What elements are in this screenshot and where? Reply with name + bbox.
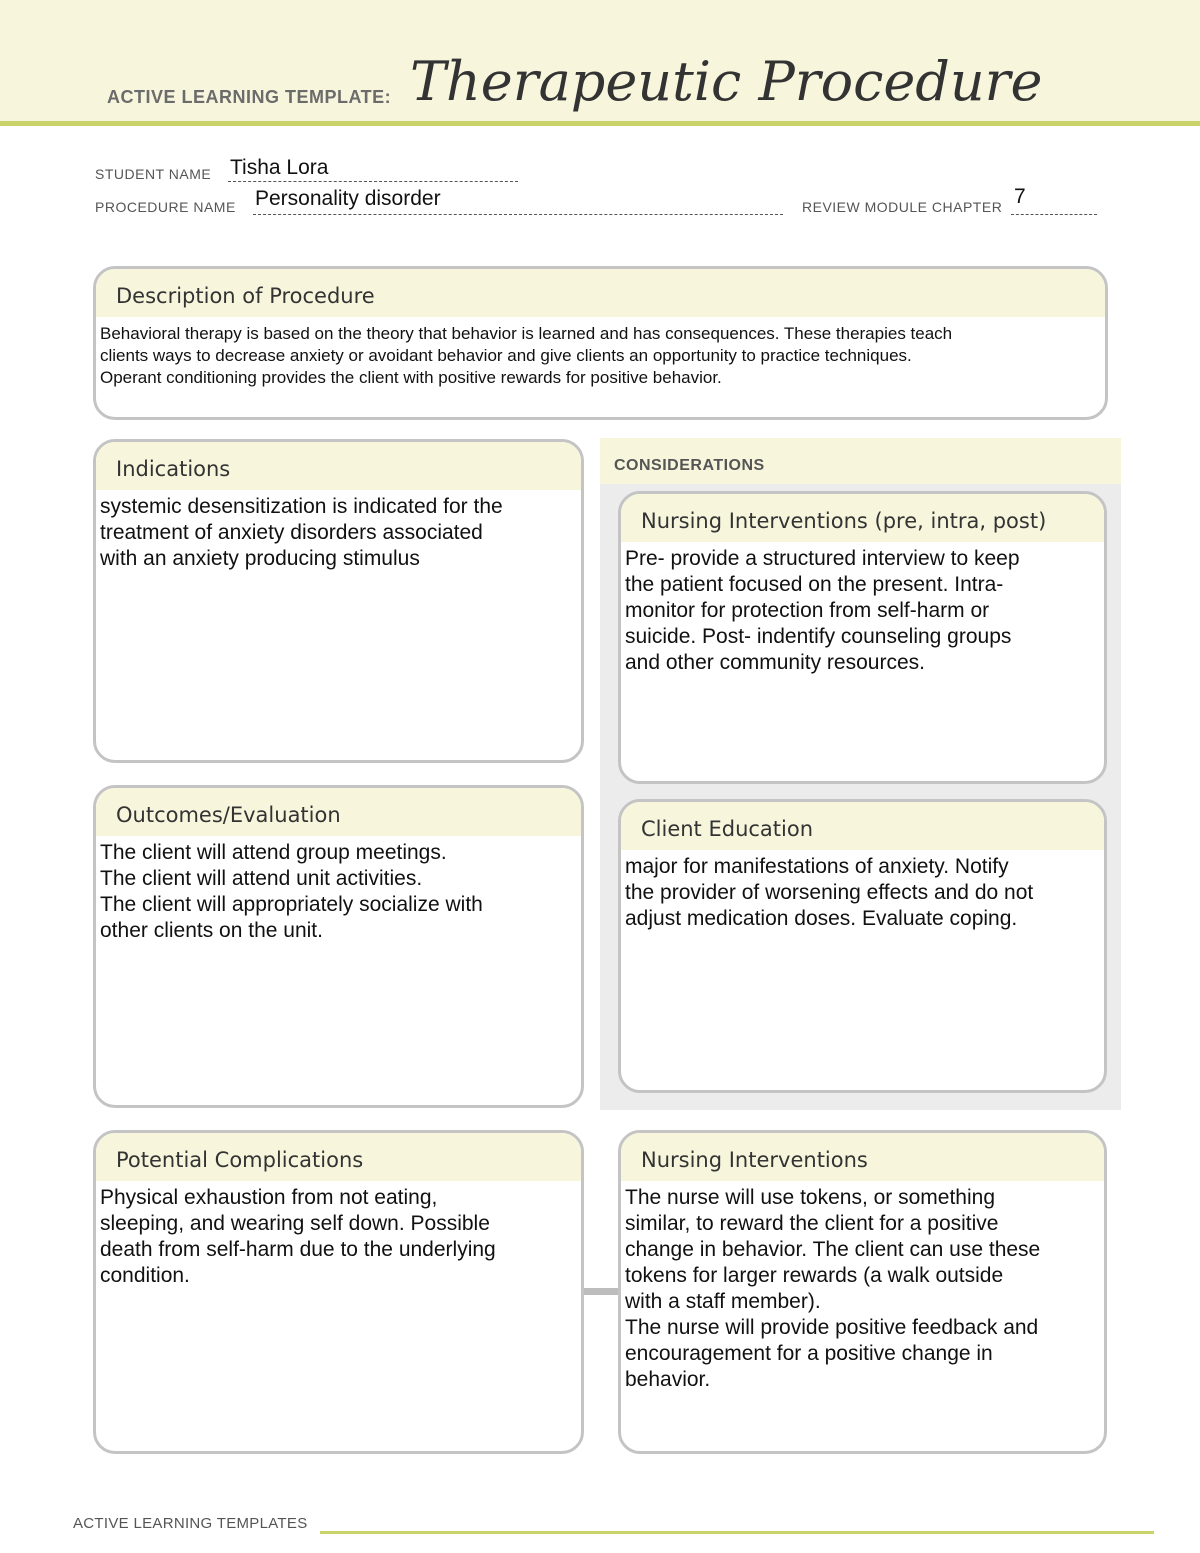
student-name-label: STUDENT NAME	[95, 166, 212, 182]
outcomes-title: Outcomes/Evaluation	[96, 788, 581, 836]
footer-rule	[320, 1531, 1154, 1534]
student-name-underline	[228, 181, 518, 182]
complications-text[interactable]: Physical exhaustion from not eating, sleeping, and wearing self down. Possible death from self-harm due to the underlying condition.	[100, 1186, 496, 1287]
page-title: Therapeutic Procedure	[410, 50, 1043, 113]
nursing-interventions-text[interactable]: The nurse will use tokens, or something similar, to reward the client for a positive change in behavior. The client can use these tokens for larger rewards (a walk outside with a staff member). The nurse will provide positive feedback and encouragement for a positive change in behavior.	[625, 1186, 1041, 1391]
description-box	[93, 266, 1108, 420]
client-education-box	[618, 799, 1107, 1093]
student-name-field[interactable]: Tisha Lora	[230, 156, 329, 179]
nursing-interventions-ppp-text[interactable]: Pre- provide a structured interview to keep the patient focused on the present. Intra- monitor for protection from self-harm or suicide. Post- indentify counseling groups and other community resources.	[625, 547, 1020, 674]
complications-box	[93, 1130, 584, 1454]
indications-box	[93, 439, 584, 763]
nursing-interventions-title: Nursing Interventions	[621, 1133, 1104, 1181]
client-education-title: Client Education	[621, 802, 1104, 850]
connector-bar	[583, 1288, 619, 1295]
outcomes-box	[93, 785, 584, 1108]
review-module-underline	[1011, 214, 1097, 215]
header-rule	[0, 121, 1200, 126]
complications-title: Potential Complications	[96, 1133, 581, 1181]
nursing-interventions-ppp-title: Nursing Interventions (pre, intra, post)	[621, 494, 1104, 542]
procedure-name-field[interactable]: Personality disorder	[255, 187, 441, 210]
indications-text[interactable]: systemic desensitization is indicated for the treatment of anxiety disorders associated with an anxiety producing stimulus	[100, 495, 503, 570]
template-label: ACTIVE LEARNING TEMPLATE:	[107, 87, 392, 107]
description-text[interactable]: Behavioral therapy is based on the theory that behavior is learned and has consequences. These therapies teach clients ways to decrease anxiety or avoidant behavior and give clients an opportunity to practice techniques. Operant conditioning provides the client with positive rewards for positive behavior.	[100, 324, 953, 387]
procedure-name-underline	[253, 214, 783, 215]
description-title: Description of Procedure	[96, 269, 1105, 317]
procedure-name-label: PROCEDURE NAME	[95, 199, 236, 215]
considerations-label: CONSIDERATIONS	[614, 457, 765, 474]
client-education-text[interactable]: major for manifestations of anxiety. Notify the provider of worsening effects and do not adjust medication doses. Evaluate coping.	[625, 855, 1034, 930]
review-module-field[interactable]: 7	[1014, 185, 1026, 208]
nursing-interventions-box	[618, 1130, 1107, 1454]
review-module-label: REVIEW MODULE CHAPTER	[802, 199, 1003, 215]
indications-title: Indications	[96, 442, 581, 490]
footer-text: ACTIVE LEARNING TEMPLATES	[73, 1515, 308, 1532]
outcomes-text[interactable]: The client will attend group meetings. The client will attend unit activities. The client will appropriately socialize with other clients on the unit.	[100, 841, 483, 942]
nursing-interventions-ppp-box	[618, 491, 1107, 784]
